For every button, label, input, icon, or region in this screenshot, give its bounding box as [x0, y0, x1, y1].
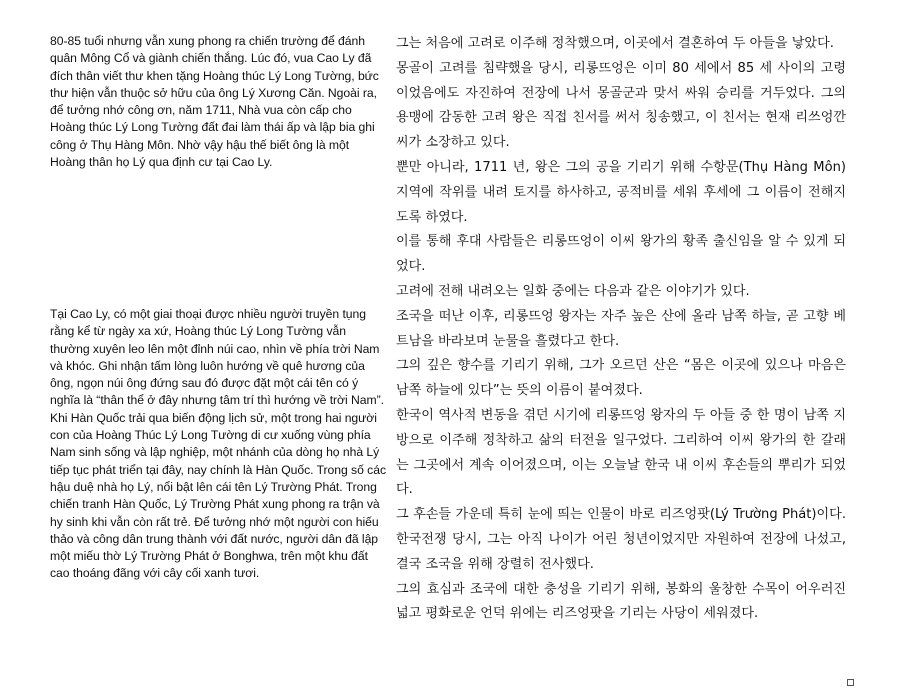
korean-paragraph-5: 고려에 전해 내려오는 일화 중에는 다음과 같은 이야기가 있다.: [396, 283, 750, 299]
vietnamese-paragraph-2: Tại Cao Ly, có một giai thoại được nhiều người truyền tụng rằng kể từ ngày xa xứ, Hoàng thúc Lý Long Tường vẫn thường xuyên leo lên một đỉnh núi cao, nhìn về phía trời Nam và khóc. Ghi nhận tấm lòng luôn hướng về quê hương của ông, ngọn núi ông đứng sau đó được đặt một cái tên có ý nghĩa là “thân thể ở đây nhưng tâm trí thì hướng về trời Nam”.: [50, 307, 384, 408]
korean-paragraph-4: 이를 통해 후대 사람들은 리롱뜨엉이 이씨 왕가의 황족 출신임을 알 수 있게 되었다.: [396, 234, 846, 275]
vietnamese-paragraph-3: Khi Hàn Quốc trải qua biến động lịch sử, một trong hai người con của Hoàng Thúc Lý Long Tường di cư xuống vùng phía Nam sinh sống và lập nghiệp, một nhánh của dòng họ nhà Lý tiếp tục phát triển tại đây, nay chính là Hàn Quốc. Trong số các hậu duệ nhà họ Lý, nổi bật lên cái tên Lý Trường Phát. Trong chiến tranh Hàn Quốc, Lý Trường Phát xung phong ra trận và hy sinh khi vẫn còn rất trẻ. Để tưởng nhớ một người con hiếu thảo và công dân trung thành với đất nước, người dân đã lập một miếu thờ Lý Trường Phát ở Bonghwa, trên một khu đất cao thoáng đãng với cây cối xanh tươi.: [50, 410, 386, 581]
korean-paragraph-8: 한국이 역사적 변동을 겪던 시기에 리롱뜨엉 왕자의 두 아들 중 한 명이 남쪽 지방으로 이주해 정착하고 삶의 터전을 일구었다. 그리하여 이씨 왕가의 한 갈래는 그곳에서 계속 이어졌으며, 이는 오늘날 한국 내 이씨 후손들의 뿌리가 되었다.: [396, 407, 846, 498]
korean-paragraph-3: 뿐만 아니라, 1711 년, 왕은 그의 공을 기리기 위해 수항문(Thụ Hàng Môn) 지역에 작위를 내려 토지를 하사하고, 공적비를 세워 후세에 그 이름이 전해지도록 하였다.: [396, 159, 846, 225]
korean-paragraph-6: 조국을 떠난 이후, 리롱뜨엉 왕자는 자주 높은 산에 올라 남쪽 하늘, 곧 고향 베트남을 바라보며 눈물을 흘렸다고 한다.: [396, 308, 846, 349]
korean-text-column: [396, 32, 846, 627]
korean-paragraph-10: 그의 효심과 조국에 대한 충성을 기리기 위해, 봉화의 울창한 수목이 어우러진 넓고 평화로운 언덕 위에는 리즈엉팟을 기리는 사당이 세워졌다.: [396, 581, 846, 622]
korean-paragraph-2: 몽골이 고려를 침략했을 당시, 리롱뜨엉은 이미 80 세에서 85 세 사이의 고령이었음에도 자진하여 전장에 나서 몽골군과 맞서 싸워 승리를 거두었다. 그의 용맹에 감동한 고려 왕은 직접 친서를 써서 칭송했고, 이 친서는 현재 리쓰엉깐 씨가 소장하고 있다.: [396, 60, 846, 151]
vietnamese-text-block-top: [50, 33, 386, 171]
table-resize-handle[interactable]: [847, 679, 854, 686]
vietnamese-text-block-bottom: [50, 306, 386, 583]
korean-paragraph-1: 그는 처음에 고려로 이주해 정착했으며, 이곳에서 결혼하여 두 아들을 낳았다.: [396, 36, 834, 51]
korean-paragraph-9: 그 후손들 가운데 특히 눈에 띄는 인물이 바로 리즈엉팟(Lý Trường Phát)이다. 한국전쟁 당시, 그는 아직 나이가 어린 청년이었지만 자원하여 전장에 나섰고, 결국 조국을 위해 장렬히 전사했다.: [396, 507, 846, 572]
korean-paragraph-7: 그의 깊은 향수를 기리기 위해, 그가 오르던 산은 “몸은 이곳에 있으나 마음은 남쪽 하늘에 있다”는 뜻의 이름이 붙여졌다.: [396, 358, 846, 399]
vietnamese-paragraph-1: 80-85 tuổi nhưng vẫn xung phong ra chiến trường để đánh quân Mông Cổ và giành chiến thắng. Lúc đó, vua Cao Ly đã đích thân viết thư khen tặng Hoàng thúc Lý Long Tường, bức thư hiện vẫn thuộc sở hữu của ông Lý Xương Căn. Ngoài ra, để tưởng nhớ công ơn, năm 1711, Nhà vua còn cấp cho Hoàng thúc Lý Long Tường đất đai làm thái ấp và lập bia ghi công ở Thụ Hàng Môn. Nhờ vậy hậu thế biết ông là một Hoàng thân họ Lý qua định cư tại Cao Ly.: [50, 34, 379, 170]
